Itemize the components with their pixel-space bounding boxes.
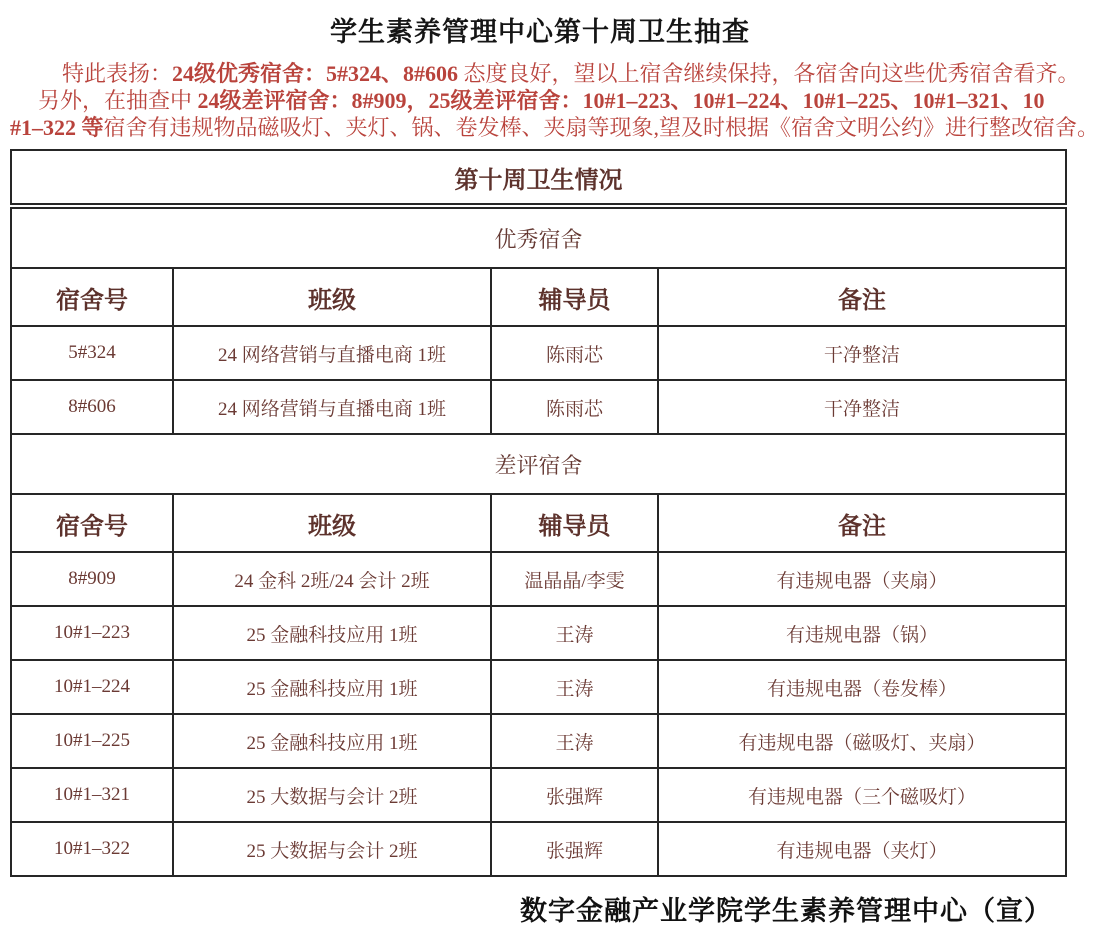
notice-paragraph <box>8 60 1099 141</box>
cell-remark: 有违规电器（夹灯） <box>658 822 1066 876</box>
cell-counselor: 温晶晶/李雯 <box>491 552 658 606</box>
cell-remark: 有违规电器（夹扇） <box>658 552 1066 606</box>
notice-line <box>8 114 1099 141</box>
section-label: 差评宿舍 <box>11 434 1066 494</box>
cell-remark: 干净整洁 <box>658 326 1066 380</box>
table-title-row <box>11 150 1066 206</box>
cell-remark: 有违规电器（锅） <box>658 606 1066 660</box>
notice-emphasis: 24级优秀宿舍：5#324、8#606 <box>172 61 459 86</box>
cell-class: 24 网络营销与直播电商 1班 <box>173 326 491 380</box>
table-row <box>11 714 1066 768</box>
hygiene-table-body <box>11 150 1066 876</box>
notice-line <box>8 60 1080 87</box>
cell-class: 25 金融科技应用 1班 <box>173 606 491 660</box>
table-row <box>11 768 1066 822</box>
cell-class: 24 网络营销与直播电商 1班 <box>173 380 491 434</box>
cell-dorm-number: 10#1–225 <box>11 714 173 768</box>
column-header: 宿舍号 <box>11 494 173 552</box>
hygiene-table <box>10 149 1067 877</box>
cell-remark: 有违规电器（磁吸灯、夹扇） <box>658 714 1066 768</box>
header-row <box>11 268 1066 326</box>
cell-counselor: 陈雨芯 <box>491 326 658 380</box>
column-header: 辅导员 <box>491 494 658 552</box>
footer-signature: 数字金融产业学院学生素养管理中心（宣） <box>520 896 1052 926</box>
notice-text: 宿舍有违规物品磁吸灯、夹灯、锅、卷发棒、夹扇等现象,望及时根据《宿舍文明公约》进行整改宿舍。 <box>103 115 1099 140</box>
column-header: 班级 <box>173 268 491 326</box>
header-row <box>11 494 1066 552</box>
cell-dorm-number: 5#324 <box>11 326 173 380</box>
cell-class: 25 大数据与会计 2班 <box>173 768 491 822</box>
table-row <box>11 326 1066 380</box>
page-title: 学生素养管理中心第十周卫生抽查 <box>330 17 750 47</box>
table-row <box>11 660 1066 714</box>
cell-counselor: 王涛 <box>491 660 658 714</box>
notice-text: 特此表扬： <box>62 61 173 86</box>
cell-dorm-number: 10#1–224 <box>11 660 173 714</box>
cell-dorm-number: 8#909 <box>11 552 173 606</box>
column-header: 宿舍号 <box>11 268 173 326</box>
notice-emphasis: 24级差评宿舍：8#909，25级差评宿舍：10#1–223、10#1–224、10#1–225、10#1–321、10 <box>197 88 1045 113</box>
column-header: 辅导员 <box>491 268 658 326</box>
cell-dorm-number: 10#1–223 <box>11 606 173 660</box>
section-row <box>11 434 1066 494</box>
section-label: 优秀宿舍 <box>11 206 1066 268</box>
table-title: 第十周卫生情况 <box>11 150 1066 206</box>
cell-class: 25 大数据与会计 2班 <box>173 822 491 876</box>
cell-counselor: 张强辉 <box>491 768 658 822</box>
cell-dorm-number: 10#1–322 <box>11 822 173 876</box>
cell-dorm-number: 10#1–321 <box>11 768 173 822</box>
column-header: 备注 <box>658 494 1066 552</box>
cell-dorm-number: 8#606 <box>11 380 173 434</box>
column-header: 备注 <box>658 268 1066 326</box>
table-row <box>11 552 1066 606</box>
cell-counselor: 王涛 <box>491 606 658 660</box>
table-row <box>11 380 1066 434</box>
notice-text: 态度良好，望以上宿舍继续保持，各宿舍向这些优秀宿舍看齐。 <box>458 61 1080 86</box>
column-header: 班级 <box>173 494 491 552</box>
cell-remark: 有违规电器（三个磁吸灯） <box>658 768 1066 822</box>
cell-counselor: 王涛 <box>491 714 658 768</box>
cell-counselor: 陈雨芯 <box>491 380 658 434</box>
cell-class: 25 金融科技应用 1班 <box>173 714 491 768</box>
section-row <box>11 206 1066 268</box>
cell-counselor: 张强辉 <box>491 822 658 876</box>
table-row <box>11 606 1066 660</box>
cell-class: 25 金融科技应用 1班 <box>173 660 491 714</box>
cell-remark: 有违规电器（卷发棒） <box>658 660 1066 714</box>
cell-class: 24 金科 2班/24 会计 2班 <box>173 552 491 606</box>
notice-line <box>8 87 1072 114</box>
notice-text: 另外，在抽查中 <box>38 88 198 113</box>
cell-remark: 干净整洁 <box>658 380 1066 434</box>
table-row <box>11 822 1066 876</box>
notice-emphasis: #1–322 等 <box>10 115 104 140</box>
